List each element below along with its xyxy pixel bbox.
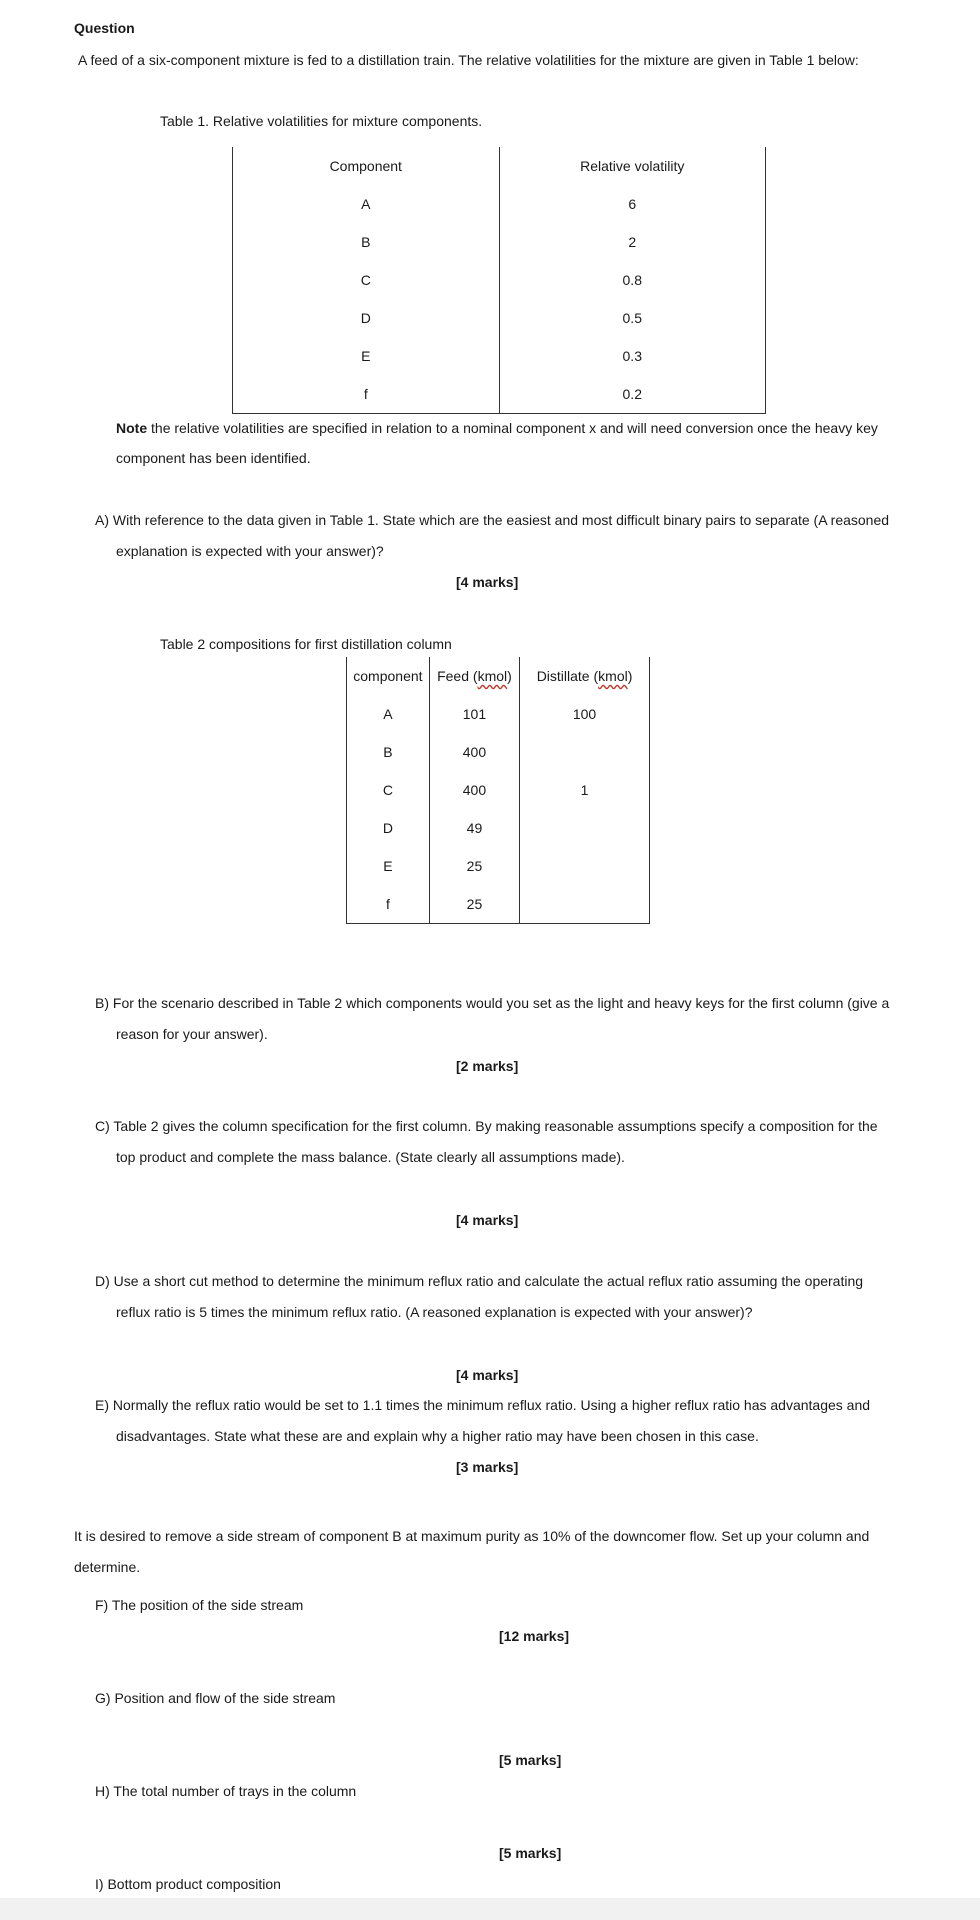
question-a-line2: explanation is expected with your answer)? <box>116 543 384 559</box>
table-row <box>233 261 766 299</box>
table1-cell: C <box>233 261 500 299</box>
table-row <box>347 771 650 809</box>
table1-cell: 0.3 <box>499 337 765 375</box>
dist-prefix: Distillate ( <box>536 668 599 684</box>
question-g-text: G) Position and flow of the side stream <box>95 1690 336 1706</box>
table1-cell: 0.2 <box>499 375 765 414</box>
feed-suffix: ) <box>507 668 512 684</box>
dist-unit: kmol <box>598 668 628 684</box>
question-c-line2: top product and complete the mass balance. (State clearly all assumptions made). <box>116 1149 625 1165</box>
side-stream-line2: determine. <box>74 1559 141 1575</box>
table2-cell <box>520 847 650 885</box>
table-header-row <box>347 657 650 695</box>
note-line2: component has been identified. <box>116 450 311 466</box>
table-row <box>347 885 650 924</box>
table2-header-component: component <box>347 657 430 695</box>
question-d-marks: [4 marks] <box>456 1367 519 1383</box>
question-f-text: F) The position of the side stream <box>95 1597 304 1613</box>
table2-cell: 1 <box>520 771 650 809</box>
table1-header-volatility: Relative volatility <box>499 147 765 185</box>
table2-cell <box>520 885 650 924</box>
question-heading: Question <box>74 20 135 36</box>
question-a-marks: [4 marks] <box>456 574 519 590</box>
question-b-line2: reason for your answer). <box>116 1026 268 1042</box>
table2-cell: f <box>347 885 430 924</box>
table-row <box>233 185 766 223</box>
table1-cell: E <box>233 337 500 375</box>
table2-header-distillate <box>520 657 650 695</box>
dist-suffix: ) <box>627 668 633 684</box>
question-b-line1: B) For the scenario described in Table 2 which components would you set as the light and heavy keys for the first column (give a <box>95 995 890 1011</box>
table2-cell: 100 <box>520 695 650 733</box>
side-stream-line1: It is desired to remove a side stream of component B at maximum purity as 10% of the downcomer flow. Set up your column and <box>74 1528 870 1544</box>
table1-cell: 6 <box>499 185 765 223</box>
question-f-marks: [12 marks] <box>499 1628 570 1644</box>
feed-prefix: Feed ( <box>437 668 478 684</box>
table-row <box>347 847 650 885</box>
table2-cell <box>520 809 650 847</box>
question-c-line1: C) Table 2 gives the column specification for the first column. By making reasonable assumptions specify a composition for the <box>95 1118 878 1134</box>
question-a-line1: A) With reference to the data given in Table 1. State which are the easiest and most difficult binary pairs to separate (A reasoned <box>95 512 890 528</box>
question-h-marks: [5 marks] <box>499 1845 562 1861</box>
table-row <box>347 695 650 733</box>
table1-cell: D <box>233 299 500 337</box>
table-row <box>233 223 766 261</box>
page-bottom-band <box>0 1898 980 1920</box>
table-row <box>233 375 766 414</box>
question-e-line1: E) Normally the reflux ratio would be set to 1.1 times the minimum reflux ratio. Using a higher reflux ratio has advantages and <box>95 1397 871 1413</box>
table2-cell: 25 <box>429 847 519 885</box>
question-i-text: I) Bottom product composition <box>95 1876 281 1892</box>
table-header-row <box>233 147 766 185</box>
question-g-marks: [5 marks] <box>499 1752 562 1768</box>
table2-caption: Table 2 compositions for first distillation column <box>160 636 452 652</box>
table2-cell <box>520 733 650 771</box>
table2-cell: D <box>347 809 430 847</box>
note-line1 <box>116 420 878 436</box>
note-label: Note <box>116 420 148 436</box>
table1-cell: 0.5 <box>499 299 765 337</box>
table1-caption: Table 1. Relative volatilities for mixture components. <box>160 113 483 129</box>
table1-cell: 0.8 <box>499 261 765 299</box>
table1-cell: B <box>233 223 500 261</box>
question-e-line2: disadvantages. State what these are and explain why a higher ratio may have been chosen in this case. <box>116 1428 759 1444</box>
table2-cell: 400 <box>429 771 519 809</box>
table-row <box>233 299 766 337</box>
table2-cell: 400 <box>429 733 519 771</box>
table2-cell: 25 <box>429 885 519 924</box>
table2-cell: C <box>347 771 430 809</box>
question-h-text: H) The total number of trays in the column <box>95 1783 357 1799</box>
table-row <box>233 337 766 375</box>
table2-compositions <box>346 657 650 924</box>
table2-cell: 101 <box>429 695 519 733</box>
question-d-line2: reflux ratio is 5 times the minimum reflux ratio. (A reasoned explanation is expected with your answer)? <box>116 1304 753 1320</box>
feed-unit: kmol <box>477 668 508 684</box>
table2-cell: B <box>347 733 430 771</box>
question-b-marks: [2 marks] <box>456 1058 519 1074</box>
table2-cell: 49 <box>429 809 519 847</box>
table1-cell: A <box>233 185 500 223</box>
table1-header-component: Component <box>233 147 500 185</box>
note-text: the relative volatilities are specified in relation to a nominal component x and will need conversion once the heavy key <box>147 420 878 436</box>
table2-header-feed <box>429 657 519 695</box>
table-row <box>347 809 650 847</box>
table1-cell: f <box>233 375 500 414</box>
table1-cell: 2 <box>499 223 765 261</box>
question-c-marks: [4 marks] <box>456 1212 519 1228</box>
question-e-marks: [3 marks] <box>456 1459 519 1475</box>
table2-cell: E <box>347 847 430 885</box>
question-d-line1: D) Use a short cut method to determine the minimum reflux ratio and calculate the actual reflux ratio assuming the operating <box>95 1273 864 1289</box>
table2-cell: A <box>347 695 430 733</box>
intro-text: A feed of a six-component mixture is fed to a distillation train. The relative volatilities for the mixture are given in Table 1 below: <box>78 52 859 68</box>
table1-relative-volatilities <box>232 147 766 414</box>
table-row <box>347 733 650 771</box>
